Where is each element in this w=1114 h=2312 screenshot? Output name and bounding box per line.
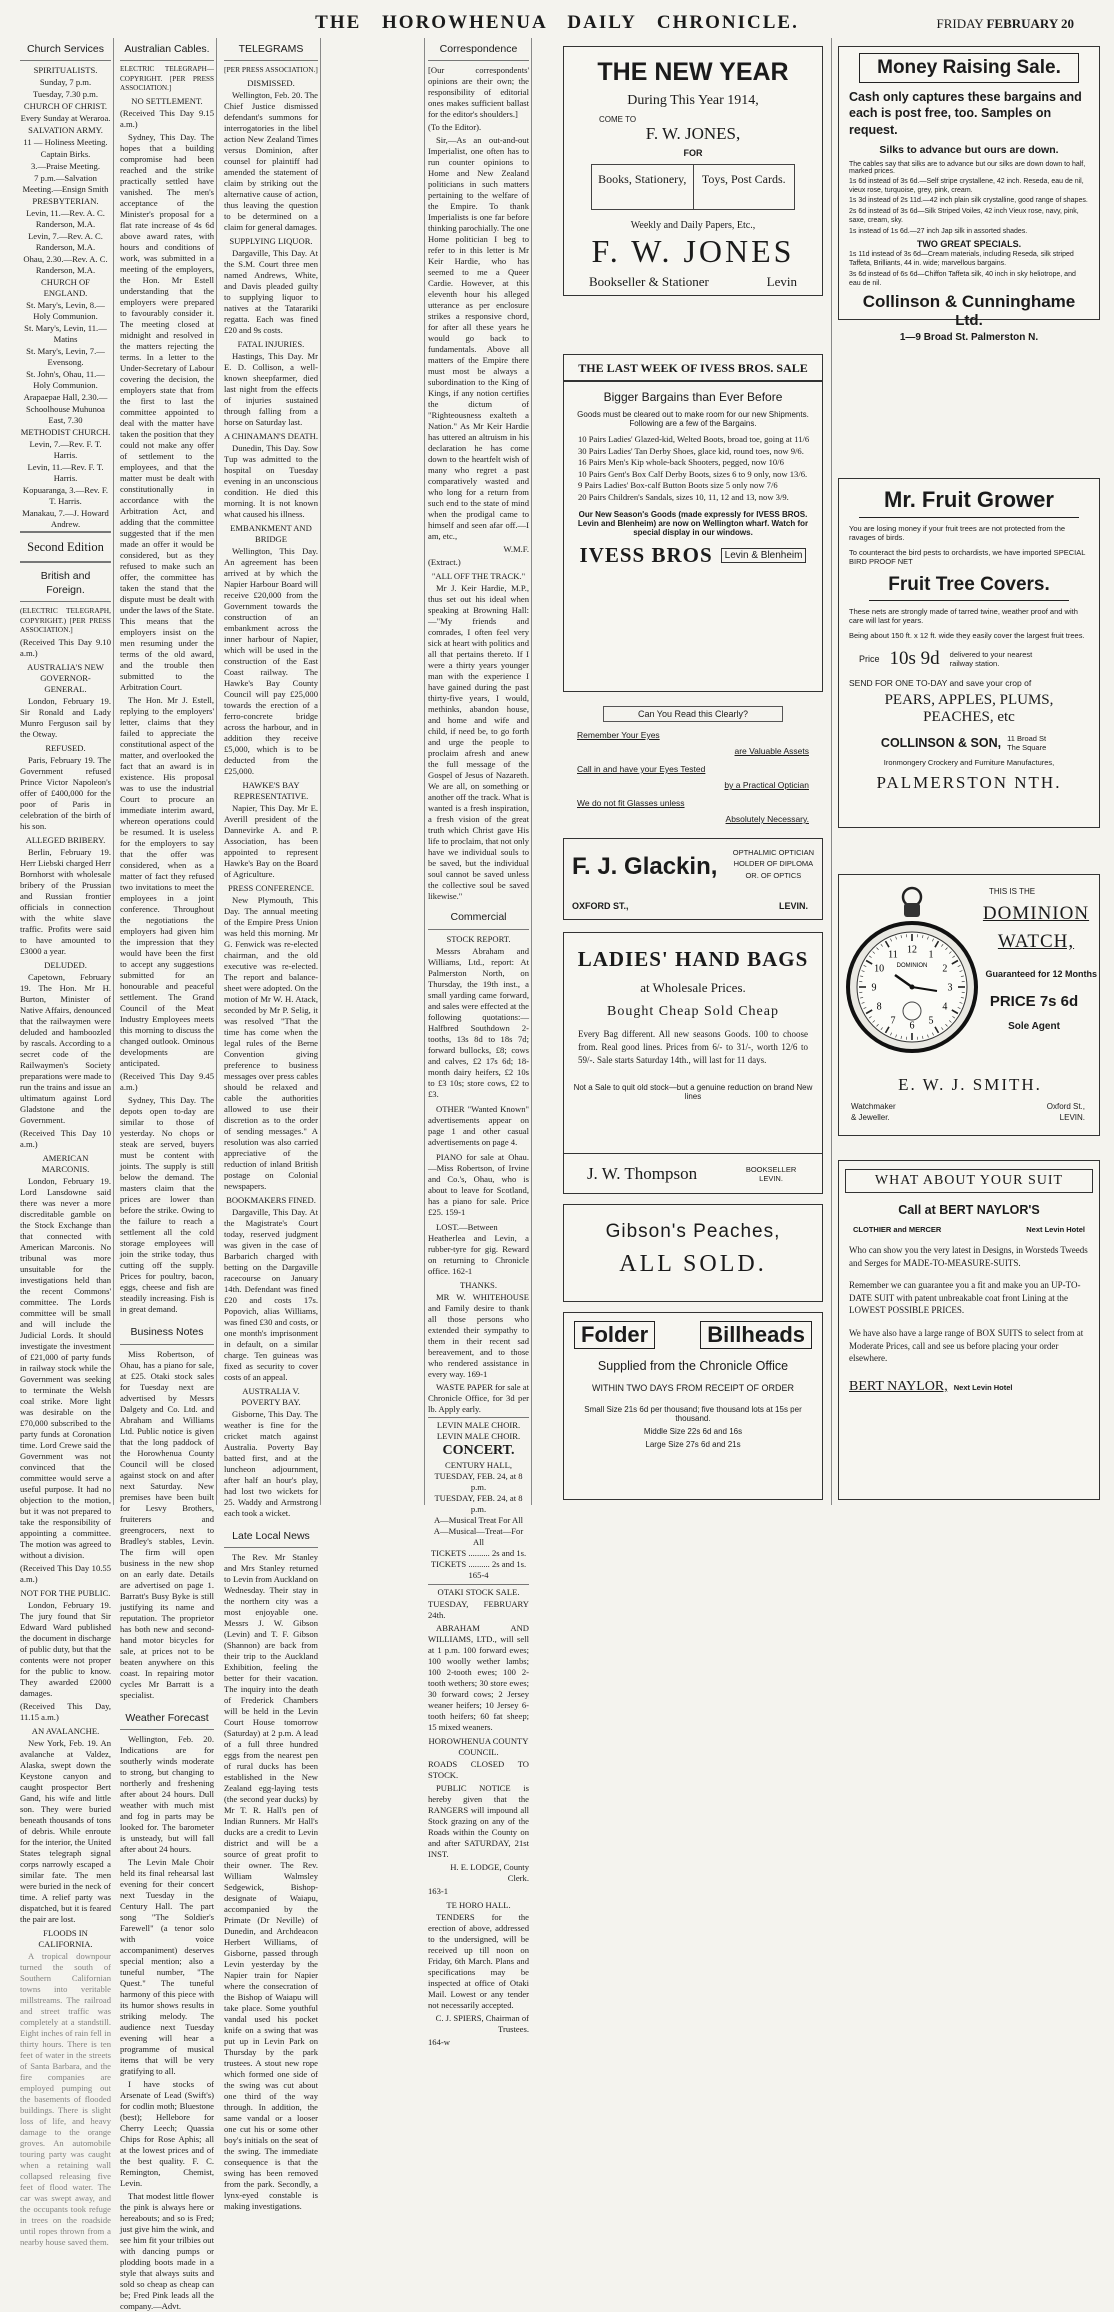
extract-label: (Extract.) <box>428 557 529 568</box>
billheads-label: Billheads <box>700 1321 812 1349</box>
ad-text <box>853 1225 1085 1234</box>
church-service-line: SALVATION ARMY. <box>20 125 111 136</box>
headline: NO SETTLEMENT. <box>120 96 214 107</box>
article-text: Messrs Abraham and Williams, Ltd., report: At Palmerston North, on Thursday, the 19th inst., a small yarding came forward, and sales were effected at the following quotations:—Halfbred Southdown 2-tooths, 13s 8d to 18s 7d; forward bullocks, £8; cows and calves, £2 17s 6d; 18-month dairy heifers, £2 10s to £3 10s; store cows, £2 to £3. <box>428 946 529 1100</box>
article-text: Dargaville, This Day. At the Magistrate's Court today, reserved judgment was given in the case of Barbarich charged with betting on the Dargaville racecourse on January 14th. Defendant was fined £20 and costs 17s. Popovich, alias Williams, was fined £30 and costs, or one month's imprisonment in default, on a similar charge. Ten guineas was fixed as security to cover costs of an appeal. <box>224 1207 318 1383</box>
silk-offer: 1s 6d instead of 3s 6d.—Self stripe crystallene, 42 inch. Reseda, eau de nil, vieux rose, turquoise, grey, pink, cream. <box>849 178 1089 196</box>
ad-headline: WHAT ABOUT YOUR SUIT <box>845 1169 1093 1193</box>
dial-numeral: 3 <box>948 983 953 994</box>
special-offer: 3s 6d instead of 6s 6d—Chiffon Taffeta silk, 40 inch in sky heliotrope, and eau de nil. <box>849 271 1089 289</box>
ad-fruit-grower <box>838 478 1100 828</box>
article-text: London, February 19. Sir Ronald and Lady Munro Ferguson sail by the Otway. <box>20 696 111 740</box>
ad-headline: THE LAST WEEK OF IVESS BROS. SALE <box>564 361 822 382</box>
date: FEBRUARY 20 <box>986 16 1074 31</box>
church-service-line: Manakau, 7.—J. Howard Andrew. <box>20 508 111 530</box>
ad-collinson-cunninghame <box>838 46 1100 320</box>
article-text: London, February 19. The jury found that Sir Edward Ward published the document in discharge of public duty, but that the contents were not proper for the public to know. They awarded £2000 damages. <box>20 1600 111 1699</box>
headline: ALLEGED BRIBERY. <box>20 835 111 846</box>
church-service-line: Levin, 7.—Rev. F. T. Harris. <box>20 439 111 461</box>
ad-ref: 164-w <box>428 2037 529 2048</box>
concert-tickets: TICKETS .......... 2s and 1s. <box>428 1559 529 1570</box>
ad-text: by a Practical Optician <box>563 780 809 790</box>
ad-text: Being about 150 ft. x 12 ft. wide they easily cover the largest fruit trees. <box>849 631 1089 640</box>
church-service-line: 11 — Holiness Meeting. <box>20 137 111 148</box>
ad-text: FOR <box>569 148 817 158</box>
received-time: (Received This Day, 11.15 a.m.) <box>20 1701 111 1723</box>
town: PALMERSTON NTH. <box>839 773 1099 793</box>
ad-text: Goods must be cleared out to make room for our new Shipments. Following are a few of the Bargains. <box>572 410 814 428</box>
price: PRICE 7s 6d <box>979 993 1089 1010</box>
sale-date: TUESDAY, FEBRUARY 24th. <box>428 1599 529 1621</box>
classified-ad: LOST.—Between Heatherlea and Levin, a rubber-tyre for gig. Reward on returning to Chronicle office. 162-1 <box>428 1222 529 1277</box>
british-foreign-heading: British and Foreign. <box>20 567 111 602</box>
article-text: Miss Robertson, of Ohau, has a piano for sale, at £25. Otaki stock sales for Tuesday next are advertised by Messrs Dalgety and Co. Ltd. and Abraham and Williams Ltd. Public notice is given that the long paddock of the Horowhenua County Council will be closed against stock on and after next Saturday. New premises have been built for Lesvy Brothers, fruiterers and greengrocers, next to Bradley's stables, Levin. The firm will open business in the new shop on an early date. Details are advertised on page 1. Barratt's Busy Byke is still justifying its name and reputation. The proprietor has both new and second-hand motor bicycles for sale, at prices not to be beaten anywhere on this coast. In repairing motor cycles Mr Barratt is a specialist. <box>120 1349 214 1701</box>
ad-name: F. W. JONES, <box>569 124 817 144</box>
ad-headline: LADIES' HAND BAGS <box>564 947 822 972</box>
editorial-note: [Our correspondents' opinions are their own; the responsibility of editorial ones makes sufficient ballast for the editor's shoulders.] <box>428 65 529 120</box>
headline: AUSTRALIA'S NEW GOVERNOR-GENERAL. <box>20 662 111 695</box>
town: LEVIN. <box>779 901 808 911</box>
church-services-heading: Church Services <box>20 40 111 61</box>
ad-footer <box>589 274 797 290</box>
location: Next Levin Hotel <box>1026 1225 1085 1234</box>
guarantee: Guaranteed for 12 Months <box>979 969 1097 979</box>
ad-subheadline: Call at BERT NAYLOR'S <box>839 1203 1099 1217</box>
ad-name-suffix: Ltd. <box>839 312 1099 329</box>
church-service-line: METHODIST CHURCH. <box>20 427 111 438</box>
headline: DISMISSED. <box>224 78 318 89</box>
ad-headline: WATCH, <box>977 931 1095 953</box>
choir-line: LEVIN MALE CHOIR. <box>428 1431 529 1442</box>
bargain-item: 16 Pairs Men's Kip whole-back Shooters, pegged, now 10/6 <box>576 457 810 469</box>
product-toys: Toys, Post Cards. <box>694 165 795 209</box>
ad-headline: Can You Read this Clearly? <box>603 706 783 722</box>
article-text: Wellington, This Day. An agreement has been arrived at by which the Napier Harbour Board will receive £20,000 from the Government towards the construction of an embankment across the inner harbour of Napier, which will be used in the construction of the East Coast railway. The Hawke's Bay County Council will pay £25,000 towards the erection of a ferro-concrete bridge across the harbour, and in addition they receive £5,000, which is to be deducted from the £25,000. <box>224 546 318 777</box>
pocket-watch-illustration <box>845 883 979 1075</box>
price-line: Middle Size 22s 6d and 16s <box>564 1427 822 1436</box>
ad-subheadline: Silks to advance but ours are down. <box>839 144 1099 156</box>
silk-list <box>849 178 1089 237</box>
credential: HOLDER OF DIPLOMA <box>733 858 814 869</box>
masthead <box>0 0 1114 40</box>
ad-ref: 163-1 <box>428 1886 529 1897</box>
classified-ad: OTHER "Wanted Known" advertisements appear on page 1 and other casual advertisements on page 4. <box>428 1104 529 1148</box>
headline: THANKS. <box>428 1280 529 1291</box>
price-row <box>859 648 1089 670</box>
ad-subheadline: Supplied from the Chronicle Office <box>564 1359 822 1373</box>
headline: SUPPLYING LIQUOR. <box>224 236 318 247</box>
headline: HAWKE'S BAY REPRESENTATIVE. <box>224 780 318 802</box>
concert-date: TUESDAY, FEB. 24, at 8 p.m. <box>428 1493 529 1515</box>
trade <box>851 1101 896 1123</box>
special-offer: 1s 11d instead of 3s 6d—Cream materials, including Reseda, silk striped Taffeta, Brilliants, 44 in. wide; marvellous bargains. <box>849 251 1089 269</box>
location: Next Levin Hotel <box>954 1383 1013 1392</box>
column-rule <box>531 38 532 1505</box>
ad-text: We do not fit Glasses unless <box>577 798 823 808</box>
church-service-line: CHURCH OF CHRIST. <box>20 101 111 112</box>
ad-fw-jones <box>563 46 823 296</box>
ad-name: Collinson & Cunninghame <box>839 292 1099 312</box>
ad-name: F. W. JONES <box>569 233 817 270</box>
classifieds <box>428 1104 529 1277</box>
trade-line: Watchmaker <box>851 1101 896 1112</box>
headline: FATAL INJURIES. <box>224 339 318 350</box>
bargain-item: 10 Pairs Ladies' Glazed-kid, Welted Boots, broad toe, going at 11/6 <box>576 434 810 446</box>
church-service-line: CHURCH OF ENGLAND. <box>20 277 111 299</box>
clothier: CLOTHIER and MERCER <box>853 1225 941 1234</box>
classified-text: PUBLIC NOTICE is hereby given that the RANGERS will impound all Stock grazing on any of the Roads within the County on and after SATURDAY, 21st INST. <box>428 1783 529 1860</box>
headline: REFUSED. <box>20 743 111 754</box>
product-box <box>591 164 795 210</box>
article-text: Sydney, This Day. The depots open to-day are similar to those of yesterday. No chops or steak are served, buyers must be content with joints. The supply is still below the demand. The masters claim that the prices are lower than before the strike. Owing to the failure to reach a settlement all the cold storage employees will join the strike today, thus cutting off the supply. Prices for poultry, bacon, eggs, cheese and fish are steadily increasing. Fish is in great demand. <box>120 1095 214 1315</box>
specials-list <box>849 251 1089 288</box>
commercial-heading: Commercial <box>428 908 529 929</box>
headline: "ALL OFF THE TRACK." <box>428 571 529 582</box>
product-books: Books, Stationery, <box>592 165 694 209</box>
town: Levin <box>767 274 797 290</box>
letter-text: Sir,—As an out-and-out Imperialist, one often has to run counter opinions to Home and New Zealand politicians in such matters pertaining to the welfare of the Empire. To thank Imperialists is one far before thinking parochially. The one Home politician I beg to refer to in this letter is Mr Keir Hardie, who has seemed to me a Queer Cardie. However, at this eleventh hour his alleged utterance as per enclosure strikes a responsive chord, for after all these years he would go back to fundamentals. Above all matters of the Empire there must most be always a subordination to the King of Kings, if any notion certifies the dictum of "Righteousness exalteth a Nation." As Mr Keir Hardie has uttered an altruism in his declaration he has come down to the heartfelt wish of many who regret a past comparatively wasted and who long for a return from such end to the state of mind when the prodigal came to himself and seen afar off.—I am, etc., <box>428 135 529 542</box>
choir-ad <box>428 1417 529 1581</box>
dial-numeral: 10 <box>874 964 884 975</box>
second-edition-heading: Second Edition <box>20 531 111 563</box>
dial-numeral: 8 <box>877 1002 882 1013</box>
column-rule <box>320 38 321 1505</box>
article-text: Hastings, This Day. Mr E. D. Collison, a well-known sheepfarmer, died last night from the effects of injuries sustained through falling from a horse on Saturday last. <box>224 351 318 428</box>
ad-text: Cash only captures these bargains and each is post free, too. Samples on request. <box>849 89 1089 138</box>
headline: FLOODS IN CALIFORNIA. <box>20 1928 111 1950</box>
church-service-line: Schoolhouse Muhunoa East, 7.30 <box>20 404 111 426</box>
church-service-line: St. Mary's, Levin, 11.—Matins <box>20 323 111 345</box>
price-label: Price <box>859 654 880 664</box>
article-text: Wellington, Feb. 20. The Chief Justice dismissed defendant's summons for interrogatories in the libel action New Zealand Times versus Dominion, after counsel for plaintiff had amended the statement of claim by striking out the alternative cause of action, thus leaving the question to be determined on a claim for general damages. <box>224 90 318 233</box>
headline: AMERICAN MARCONIS. <box>20 1153 111 1175</box>
ad-text: Absolutely Necessary. <box>563 814 809 824</box>
newspaper-title: THE HOROWHENUA DAILY CHRONICLE. <box>0 12 1114 34</box>
headline: TE HORO HALL. <box>428 1900 529 1911</box>
ad-text: WITHIN TWO DAYS FROM RECEIPT OF ORDER <box>564 1383 822 1393</box>
credential: OR. OF OPTICS <box>733 870 814 881</box>
ad-bert-naylor <box>838 1160 1100 1500</box>
article-text: The Rev. Mr Stanley and Mrs Stanley returned to Levin from Auckland on Wednesday. Their stay in the northern city was a most enjoyable one. Messrs J. W. Gibson (Levin) and T. F. Gibson (Shannon) are back from their trip to the Auckland Exhibition, feeling the better for their vacation. The inquiry into the death of Frederick Chambers will be held in the Levin Court House tomorrow (Saturday) at 2 p.m. A lead of a full three hundred eggs from the nearest pen of rural ducks has been established in the New Zealand egg-laying tests (the second year ducks) by Mr T. R. Hall's pen of Indian Runners. Mr Hall's ducks are a credit to Levin district and will be a source of great profit to their owner. The Rev. William Walmsley Sedgewick, Bishop-designate of Waiapu, accompanied by the Primate (Dr Neville) of Dunedin, and Archdeacon Herbert Williams, of Gisborne, passed through Levin yesterday by the Napier train for Napier where the consecration of the Bishop of Waiapu will take place. Some youthful vandal used his pocket knife on a swing that was put up in Levin Park on Thursday by the park trustees. A stout new rope which formed one side of the swing was cut about one third of the way through. In addition, the same vandal or a looser one cut his or some other boy's initials on the seat of the swing. The immediate consequence is that the swing has been removed from the park. Secondly, a lynx-eyed constable is making investigations. <box>224 1552 318 2212</box>
trade: Bookseller & Stationer <box>589 274 709 290</box>
column-2 <box>120 40 214 1505</box>
ad-name: J. W. Thompson <box>587 1164 697 1184</box>
ad-text: Weekly and Daily Papers, Etc., <box>569 220 817 231</box>
ad-subheadline: at Wholesale Prices. <box>564 980 822 996</box>
dial-numeral: 5 <box>929 1015 934 1026</box>
credit-line: ELECTRIC TELEGRAPH—COPYRIGHT. [PER PRESS ASSOCIATION.] <box>120 65 214 93</box>
column-1 <box>20 40 111 1505</box>
ad-ref: 165-4 <box>428 1570 529 1581</box>
choir-line: LEVIN MALE CHOIR. <box>428 1420 529 1431</box>
ad-footer <box>849 1379 1089 1395</box>
dial-numeral: 12 <box>907 945 917 956</box>
subheadline: ROADS CLOSED TO STOCK. <box>428 1759 529 1781</box>
headline: OTAKI STOCK SALE. <box>428 1584 529 1598</box>
church-service-line: PRESBYTERIAN. <box>20 196 111 207</box>
ad-footer <box>564 543 822 568</box>
address: 11 Broad St The Square <box>1007 734 1057 752</box>
column-rule <box>831 38 832 1505</box>
article-text: Dargaville, This Day. At the S.M. Court three men named Andrews, White, and Davis pleaded guilty to supplying liquor to natives at the Tatarariki regatta. Each was fined £20 and 9s costs. <box>224 248 318 336</box>
church-service-line: Every Sunday at Weraroa. <box>20 113 111 124</box>
credit-line: (ELECTRIC TELEGRAPH, COPYRIGHT.) [PER PRESS ASSOCIATION.] <box>20 606 111 634</box>
dial-numeral: 2 <box>942 964 947 975</box>
ad-text: SEND FOR ONE TO-DAY and save your crop of <box>849 678 1089 688</box>
article-text: Paris, February 19. The Government refused Prince Victor Napoleon's offer of £400,000 for the poor of Paris in celebration of the birth of his son. <box>20 755 111 832</box>
church-service-line: Arapaepae Hall, 2.30.— <box>20 392 111 403</box>
received-time: (Received This Day 10.55 a.m.) <box>20 1563 111 1585</box>
ad-name: BERT NAYLOR, <box>849 1379 948 1395</box>
dial-numeral: 11 <box>888 950 898 961</box>
ad-name: COLLINSON & SON, <box>881 736 1001 750</box>
ad-subheadline: ALL SOLD. <box>564 1251 822 1278</box>
credential: OPTHALMIC OPTICIAN <box>733 847 814 858</box>
church-service-line: Tuesday, 7.30 p.m. <box>20 89 111 100</box>
church-service-line: St. John's, Ohau, 11.—Holy Communion. <box>20 369 111 391</box>
ad-text: Call in and have your Eyes Tested <box>577 764 823 774</box>
church-service-line: Sunday, 7 p.m. <box>20 77 111 88</box>
article-text: Wellington, Feb. 20. Indications are for southerly winds moderate to strong, but changing to northerly and freshening after about 24 hours. Dull weather with much mist and fog in parts may be looked for. The barometer is unsteady, but will fall after about 24 hours. <box>120 1734 214 1855</box>
business-notes-heading: Business Notes <box>120 1323 214 1344</box>
dial-brand: DOMINION <box>897 963 928 969</box>
ad-text: THIS IS THE <box>989 887 1035 896</box>
article-text: That modest little flower the pink is always here or hereabouts; and so is Fred; just give him the wink, and see him fit your trilbies out with dancing pumps or plodding boots made in a style that always suits and sold so cheap as cheap can be; Fred Pink leads all the company.—Advt. <box>120 2191 214 2312</box>
article-text: Dunedin, This Day. Sow Tup was admitted to the hospital on Tuesday evening in an unconscious condition. He died this morning. It is not known what caused his illness. <box>224 443 318 520</box>
address <box>1047 1101 1085 1123</box>
fruit-list: PEARS, APPLES, PLUMS, PEACHES, etc <box>849 692 1089 726</box>
concert-tickets: TICKETS .......... 2s and 1s. <box>428 1548 529 1559</box>
headline: A CHINAMAN'S DEATH. <box>224 431 318 442</box>
price-line: Large Size 27s 6d and 21s <box>564 1440 822 1449</box>
church-service-line: Levin, 7.—Rev. A. C. Randerson, M.A. <box>20 231 111 253</box>
bargain-item: 10 Pairs Gent's Box Calf Derby Boots, sizes 6 to 9 only, now 13/6. <box>576 469 810 481</box>
ad-text: Every Bag different. All new seasons Goods. 100 to choose from. Real good lines. Prices from 6/- to 31/-, worth 12/6 to 59/-. Sale starts Saturday 14th., will last for 11 days. <box>578 1028 808 1067</box>
article-text: The Levin Male Choir held its final rehearsal last evening for their concert next Tuesday in the Century Hall. The part song "The Soldier's Farewell" (a tenor solo with voice accompaniment) deserves special mention; also a tuneful number, "The Quest." The tuneful harmony of this piece with its humor shows results in striking melody. The audience next Tuesday evening will hear a programme of musical items that will be very gratifying to all. <box>120 1857 214 2077</box>
headline: NOT FOR THE PUBLIC. <box>20 1588 111 1599</box>
church-service-line: Levin, 11.—Rev. A. C. Randerson, M.A. <box>20 208 111 230</box>
glackin-box <box>563 838 823 920</box>
dial-numeral: 9 <box>872 983 877 994</box>
concert-date: TUESDAY, FEB. 24, at 8 p.m. <box>428 1471 529 1493</box>
ad-gibson-peaches <box>563 1204 823 1302</box>
telegrams-heading: TELEGRAMS <box>224 40 318 61</box>
ad-text: Our New Season's Goods (made expressly for IVESS BROS. Levin and Blenheim) are now on Wellington wharf. Watch for special display in our windows. <box>572 510 814 537</box>
address: 1—9 Broad St. Palmerston N. <box>839 332 1099 343</box>
article-text: Napier, This Day. Mr E. Averill president of the Dannevirke A. and P. Association, has been appointed to represent Hawke's Bay on the Board of Agriculture. <box>224 803 318 880</box>
concert-venue: CENTURY HALL, <box>428 1460 529 1471</box>
dial-numeral: 4 <box>942 1002 947 1013</box>
ad-text: These nets are strongly made of tarred twine, weather proof and with care will last for years. <box>849 607 1089 625</box>
headline: AUSTRALIA V. POVERTY BAY. <box>224 1386 318 1408</box>
issue-date <box>936 16 1074 32</box>
ad-name: F. J. Glackin, <box>572 853 717 881</box>
article-text: Capetown, February 19. The Hon. Mr H. Burton, Minister of Native Affairs, denounced that the railwaymen were deluded and hamboozled by rascals. According to a secret code of the Railwaymen's Society preparations were made to run the trains and issue an ultimatum against Lord Gladstone and the Government. <box>20 972 111 1126</box>
ad-dominion-watch <box>838 874 1100 1136</box>
street: OXFORD ST., <box>572 901 629 911</box>
headline: BOOKMAKERS FINED. <box>224 1195 318 1206</box>
dial-numeral: 7 <box>891 1015 896 1026</box>
classified-text: ABRAHAM AND WILLIAMS, LTD., will sell at 1 p.m. 100 forward ewes; 100 woolly wether lambs; 100 2-tooth ewes; 100 2-tooth wethers; 30 store ewes; 30 forward cows; 2 Jersey weaner heifers; 10 Jersey 6-tooth heifers; 60 fat sheep; 15 mixed weaners. <box>428 1623 529 1733</box>
weather-forecast-heading: Weather Forecast <box>120 1709 214 1730</box>
church-service-line: Kopuaranga, 3.—Rev. F. T. Harris. <box>20 485 111 507</box>
signature: H. E. LODGE, County Clerk. <box>428 1862 529 1884</box>
price-line: Small Size 21s 6d per thousand; five thousand lots at 15s per thousand. <box>574 1405 812 1423</box>
church-service-line: 3.—Praise Meeting. <box>20 161 111 172</box>
received-time: (Received This Day 9.15 a.m.) <box>120 108 214 130</box>
bargain-item: 9 Pairs Ladies' Box-calf Button Boots size 5 only now 7/6 <box>576 480 810 492</box>
trade: BOOKSELLER LEVIN. <box>743 1165 799 1183</box>
article-text: Mr J. Keir Hardie, M.P., thus set out his ideal when speaking at Browning Hall:—"My friends and comrades, I often feel very sick at heart with politics and all that pertains thereto. If I were a thirty years younger man with the experience I have gained during the past thirty-five years, I would, methinks, abandon house, and home and wife and child, if need be, to go forth and urge the people to proclaim afresh and anew the full message of the Gospel of Jesus of Nazareth. We are all, on something or another off the track. What is wanted is a fresh inspiration, a fresh vision of the great truth which Christ gave His life to proclaim, that not only have we individual souls to be saved, but the individual soul cannot be saved unless the collective soul be saved likewise." <box>428 583 529 902</box>
concert-treat: A—Musical Treat For All <box>428 1515 529 1526</box>
ad-folder-billheads <box>563 1312 823 1500</box>
concert-treat: A—Musical—Treat—For All <box>428 1526 529 1548</box>
price: 10s 9d <box>890 648 940 670</box>
article-text: Sydney, This Day. The hopes that a building compromise had been reached and the strike practically settled have vanished. The men's acceptance of the Minister's proposal for a flat rate increase of 4s 6d above award rates, with hours and conditions of work, was submitted in a meeting of the employers, the Hon. Mr Estell understanding that the employers were prepared to favourably consider it. The meeting closed at midnight and resolved in the matters rejecting the terms. In a letter to the Under-Secretary of Labour covering the decision, the employers state that from the first to last the committee appointed to deal with the matter have taken the position that they could not make any offer of settlement to the employees, and that the matter must be dealt with constitutionally in accordance with the Arbitration Act, and adding that the committee suggested that if the men made an offer it would be considered, but as they refused to make such an offer, the committee has taken the stand that the dispute must be dealt with under the laws of the State. This means that the employers insist on the men resuming under the terms of the old award, and the trouble then submitted to the Arbitration Court. <box>120 132 214 693</box>
ad-headline: Money Raising Sale. <box>859 53 1079 83</box>
late-local-news-heading: Late Local News <box>224 1527 318 1548</box>
church-service-line: 7 p.m.—Salvation Meeting.—Ensign Smith <box>20 173 111 195</box>
sole-agent: Sole Agent <box>979 1021 1089 1032</box>
column-rule <box>424 38 425 1505</box>
article-text: A tropical downpour turned the south of Southern Californian towns into veritable millstreams. The railroad and street traffic was completely at a standstill. Eight inches of rain fell in thirty hours. There is ten feet of water in the streets of Santa Barbara, and the fire companies are employed pumping out the basements of flooded buildings. There is slight loss of life, and heavy damage to the orange groves. An automobile touring party was caught when a retaining wall collapsed releasing five feet of flood water. The car was swept away, and the occupants took refuge in trees on the roadside until ropes thrown from a nearby house saved them. <box>20 1951 111 2248</box>
ad-footer <box>564 1153 822 1193</box>
church-service-line: Levin, 11.—Rev. F. T. Harris. <box>20 462 111 484</box>
column-3 <box>224 40 318 1505</box>
ad-text: Remember Your Eyes <box>577 730 823 740</box>
bargain-item: 30 Pairs Ladies' Tan Derby Shoes, glace kid, round toes, now 9/6. <box>576 446 810 458</box>
headline: AN AVALANCHE. <box>20 1726 111 1737</box>
column-rule <box>113 38 114 1505</box>
church-services-list <box>20 65 111 530</box>
classified-text: WASTE PAPER for sale at Chronicle Office, for 3d per lb. Apply early. <box>428 1382 529 1415</box>
ad-hand-bags <box>563 932 823 1194</box>
trade-line: & Jeweller. <box>851 1112 896 1123</box>
australian-cables-heading: Australian Cables. <box>120 40 214 61</box>
ad-glackin <box>563 706 823 928</box>
weekday: FRIDAY <box>936 16 983 31</box>
church-service-line: St. Mary's, Levin, 8.—Holy Communion. <box>20 300 111 322</box>
folder-label: Folder <box>574 1321 655 1349</box>
received-time: (Received This Day 10 a.m.) <box>20 1128 111 1150</box>
headline: STOCK REPORT. <box>428 934 529 945</box>
headline: DELUDED. <box>20 960 111 971</box>
headline: EMBANKMENT AND BRIDGE <box>224 523 318 545</box>
branches: Levin & Blenheim <box>721 548 807 563</box>
ad-text: The cables say that silks are to advance but our silks are down down to half, marked prices. <box>849 161 1089 175</box>
concert-title: CONCERT. <box>428 1442 529 1460</box>
bargain-item: 20 Pairs Children's Sandals, sizes 10, 11, 12 and 13, now 3/9. <box>576 492 810 504</box>
ad-headline: Mr. Fruit Grower <box>859 487 1079 518</box>
specials-heading: TWO GREAT SPECIALS. <box>839 239 1099 249</box>
ad-text: To counteract the bird pests to orchardists, we have imported SPECIAL BIRD PROOF NET <box>849 548 1089 566</box>
ad-name: E. W. J. SMITH. <box>839 1075 1101 1095</box>
ad-footer <box>839 734 1099 752</box>
ad-text: Who can show you the very latest in Designs, in Worsteds Tweeds and Serges for MADE-TO-MEASURE-SUITS. <box>849 1244 1089 1269</box>
headline: PRESS CONFERENCE. <box>224 883 318 894</box>
silk-offer: 1s 3d instead of 2s 11d.—42 inch plain silk crystalline, good range of shapes. <box>849 197 1089 206</box>
article-text: London, February 19. Lord Lansdowne said there was never a more discreditable gamble on the Stock Exchange than that connected with American Marconis. No tribunal was more unsuitable for the investigations held than the recent Commons' committee. The Lords committee will be small and will include the Judicial Lords. It should investigate the investment of £21,000 of party funds in railway stock while the Government was seeking to terminate the Welsh coal strike. More light was desirable on the £70,000 subscribed to the party funds at Coronation time. Lord Crewe said the Government was not convinced that the committee would serve a useful purpose. It had no objection to the motion, but it was not prepared to take the responsibility of appointing a committee. The motion was agreed to without a division. <box>20 1176 111 1561</box>
street: Oxford St., <box>1047 1101 1085 1112</box>
correspondence-heading: Correspondence <box>428 40 529 61</box>
church-service-line: Captain Birks. <box>20 149 111 160</box>
ad-slogan: Bought Cheap Sold Cheap <box>564 1004 822 1020</box>
bargain-list <box>576 434 810 504</box>
article-text: The Hon. Mr J. Estell, replying to the employers' letter, claims that they failed to appreciate the constitutional aspect of the matter, and overlooked the fact that an award is in existence. His proposal was to use the industrial Court to procure an immediate interim award, whereon operations could be resumed. It is useless for the employers to say that the offer was considered, when as a matter of fact they refused two invitations to meet the employees in a joint conference. Throughout the negotiations the employers had given him the impression that they would have been the first to accept any suggestions submitted for an honourable and peaceful settlement. The Grand Council of the Meat Industry Employees meets this morning to discuss the changed outlook. Ominous developments are anticipated. <box>120 695 214 1069</box>
credit-line: [PER PRESS ASSOCIATION.] <box>224 65 318 74</box>
ad-headline: DOMINION <box>977 903 1095 925</box>
ad-headline: THE NEW YEAR <box>569 58 817 87</box>
article-text: I have stocks of Arsenate of Lead (Swift's) for codlin moth; Bluestone (best); Hellebore for Cherry Leech; Quassia Chips for Rose Aphis; all at the lowest prices and of the best quality. F. C. Remington, Chemist, Levin. <box>120 2079 214 2189</box>
ad-text: Remember we can guarantee you a fit and make you an UP-TO-DATE SUIT with patent unbreakable coat front Lining at the LOWEST POSSIBLE PRICES. <box>849 1279 1089 1317</box>
ad-text: We have also have a large range of BOX SUITS to select from at Moderate Prices, call and see us before placing your order elsewhere. <box>849 1327 1089 1365</box>
article-text: New York, Feb. 19. An avalanche at Valdez, Alaska, swept down the Keystone canyon and caught prospector Bert Gand, his wife and little son. They were buried beneath thousands of tons of debris. While enroute for the interior, the United States telegraph signal corps narrowly escaped a similar fate. The men were buried in the neck of time. A relief party was dispatched, but it is feared the pair are lost. <box>20 1738 111 1925</box>
ad-text: You are losing money if your fruit trees are not protected from the ravages of birds. <box>849 524 1089 542</box>
to-editor: (To the Editor). <box>428 122 529 133</box>
ad-headline <box>574 1321 812 1349</box>
ad-text: Ironmongery Crockery and Furniture Manufactures, <box>839 758 1099 767</box>
silk-offer: 1s instead of 1s 6d.—27 inch Jap silk in assorted shades. <box>849 228 1089 237</box>
column-4 <box>428 40 529 1505</box>
ad-text: are Valuable Assets <box>563 746 809 756</box>
delivery-note: delivered to your nearest railway station. <box>950 650 1050 668</box>
brand-name: IVESS BROS <box>580 543 713 568</box>
headline: HOROWHENUA COUNTY COUNCIL. <box>428 1736 529 1758</box>
column-rule <box>216 38 217 1505</box>
dial-numeral: 6 <box>910 1021 915 1032</box>
ad-text: Not a Sale to quit old stock—but a genuine reduction on brand New lines <box>572 1083 814 1101</box>
classified-text: MR W. WHITEHOUSE and Family desire to thank all those persons who extended their sympathy to them in their recent sad bereavement, and to those who rendered assistance in every way. 169-1 <box>428 1292 529 1380</box>
ad-ivess-bros <box>563 354 823 692</box>
church-service-line: Ohau, 2.30.—Rev. A. C. Randerson, M.A. <box>20 254 111 276</box>
article-text: Gisborne, This Day. The weather is fine for the cricket match against Australia. Poverty Bay batted first, and at the luncheon adjournment, after half an hour's play, had lost two wickets for 25. Waddy and Armstrong each took a wicket. <box>224 1409 318 1519</box>
dial-numeral: 1 <box>929 950 934 961</box>
signature: C. J. SPIERS, Chairman of Trustees. <box>428 2013 529 2035</box>
church-service-line: St. Mary's, Levin, 7.—Evensong. <box>20 346 111 368</box>
classified-ad: PIANO for sale at Ohau.—Miss Robertson, of Irvine and Co.'s, Ohau, who is about to leave for Scotland, has a piano for sale. Price £25. 159-1 <box>428 1152 529 1218</box>
letter-signature: W.M.F. <box>428 544 529 555</box>
article-text: Berlin, February 19. Herr Liebski charged Herr Bornhorst with wholesale bribery of the Prussian and Russian frontier officials in connection with the white slave traffic. Profits were said to have amounted to £3000 a year. <box>20 847 111 957</box>
ad-text: COME TO <box>599 115 817 124</box>
ad-subheadline: Bigger Bargains than Ever Before <box>564 390 822 404</box>
town: LEVIN. <box>1047 1112 1085 1123</box>
classified-text: TENDERS for the erection of above, addressed to the undersigned, will be received up till noon on Friday, 6th March. Plans and specifications may be inspected at office of Otaki Mail. Lowest or any tender not necessarily accepted. <box>428 1912 529 2011</box>
article-text: New Plymouth, This Day. The annual meeting of the Empire Press Union was held this morning. Mr G. Fenwick was re-elected chairman, and the old executive was re-elected. The report and balance-sheet were adopted. On the motion of Mr W. H. Atack, seconded by Mr P. Selig, it was resolved "That the time has come when the legal rules of the Berne Convention giving preference to business messages over press cables should be relaxed and cable the authorities allowed to use their discretion as to the order of sending messages." A resolution was also carried appreciative of the reduction of inland British postage on Colonial newspapers. <box>224 895 318 1192</box>
received-time: (Received This Day 9.45 a.m.) <box>120 1071 214 1093</box>
credentials <box>733 847 814 881</box>
received-time: (Received This Day 9.10 a.m.) <box>20 637 111 659</box>
silk-offer: 2s 6d instead of 3s 6d—Silk Striped Voiles, 42 inch Vieux rose, navy, pink, saxe, cream, sky. <box>849 208 1089 226</box>
church-service-line: SPIRITUALISTS. <box>20 65 111 76</box>
ad-subheadline: Fruit Tree Covers. <box>869 574 1069 601</box>
ad-headline: Gibson's Peaches, <box>564 1221 822 1243</box>
ad-subheadline: During This Year 1914, <box>569 93 817 109</box>
